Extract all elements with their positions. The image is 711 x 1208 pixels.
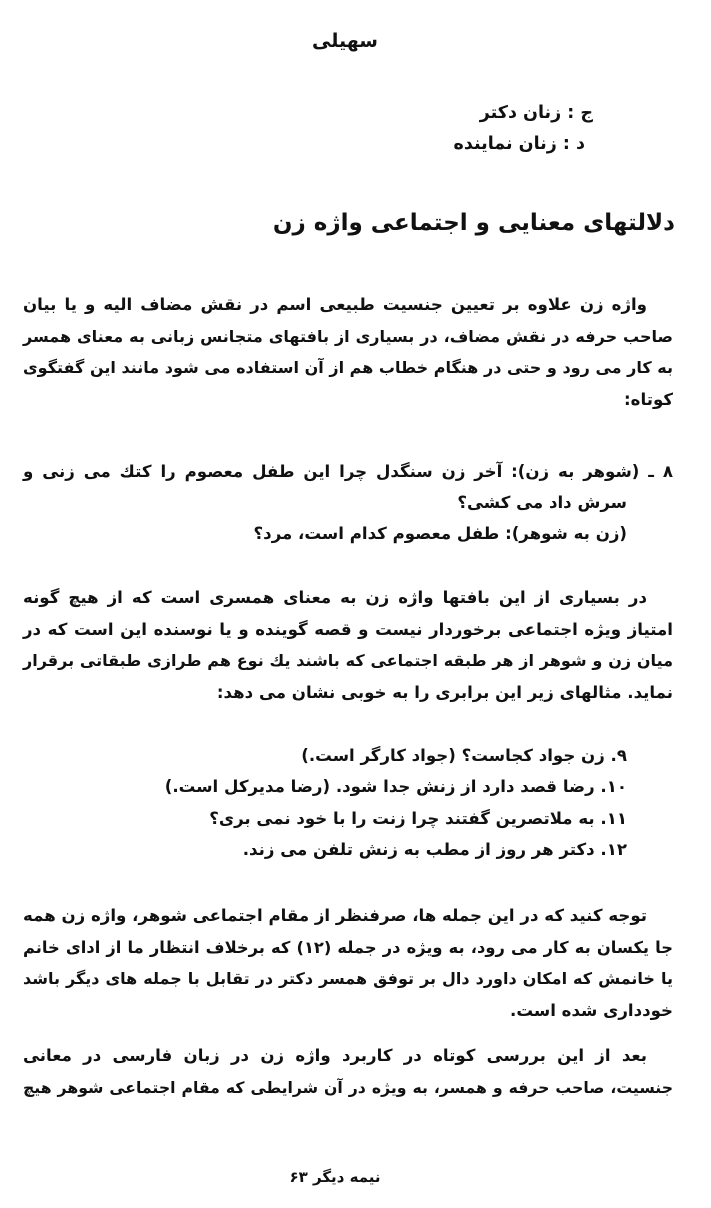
paragraph-line: واژه زن علاوه بر تعیین جنسیت طبیعی اسم در نقش مضاف الیه و یا بیان [23,295,647,314]
paragraph-2 [23,582,673,708]
paragraph-line: جا یکسان به کار می رود، به ویژه در جمله (۱۲) که برخلاف انتظار ما از ادای خانم [23,937,673,957]
paragraph-line: در بسیاری از این بافتها واژه زن به معنای همسری است که از هیچ گونه [23,588,647,607]
paragraph-line: بعد از این بررسی کوتاه در کاربرد واژه زن در زبان فارسی در معانی [23,1046,647,1065]
example-11: ۱۱. به ملاتصرین گفتند چرا زنت را با خود نمی بری؟ [209,809,627,828]
example-8-line-1: ۸ ـ (شوهر به زن): آخر زن سنگدل چرا این طفل معصوم را کتك می زنی و [23,462,673,481]
example-12: ۱۲. دکتر هر روز از مطب به زنش تلفن می زند. [242,840,627,859]
list-item-d: د : زنان نماینده [453,134,585,154]
paragraph-line: خودداری شده است. [510,1000,673,1020]
paragraph-3 [23,900,673,1026]
paragraph-4 [23,1040,673,1103]
paragraph-line: یا خانمش که امکان داورد دال بر توفق همسر دکتر در تقابل با جمله های دیگر باشد [23,969,673,988]
paragraph-line: میان زن و شوهر از هر طبقه اجتماعی که باشند یك نوع هم طرازی طبقاتی برقرار [23,651,673,670]
running-header: سهیلی [312,30,378,52]
paragraph-line: کوتاه: [624,389,673,409]
page-footer: نیمه دیگر ۶۳ [289,1168,381,1186]
paragraph-line: به کار می رود و حتی در هنگام خطاب هم از آن استفاده می شود مانند این گفتگوی [23,358,673,377]
paragraph-line: توجه کنید که در این جمله ها، صرفنظر از مقام اجتماعی شوهر، واژه زن همه [23,906,647,925]
example-8-line-2: سرش داد می کشی؟ [457,493,627,512]
paragraph-line: جنسیت، صاحب حرفه و همسر، به ویژه در آن شرایطی که مقام اجتماعی شوهر هیچ [23,1077,673,1097]
paragraph-line: امتیاز ویژه اجتماعی برخوردار نیست و قصه گوینده و یا نوسنده این است که در [23,619,673,639]
list-item-j: ج : زنان دکتر [479,103,593,123]
paragraph-1 [23,289,673,415]
paragraph-line: نماید. مثالهای زیر این برابری را به خوبی نشان می دهد: [216,682,673,702]
paragraph-line: صاحب حرفه در نقش مضاف، در بسیاری از بافتهای متجانس زبانی به معنای همسر [23,326,673,346]
example-8-line-3: (زن به شوهر): طفل معصوم کدام است، مرد؟ [253,524,627,543]
example-9: ۹. زن جواد کجاست؟ (جواد کارگر است.) [301,746,627,765]
section-title: دلالتهای معنایی و اجتماعی واژه زن [272,210,675,236]
example-10: ۱۰. رضا قصد دارد از زنش جدا شود. (رضا مدیرکل است.) [164,777,627,796]
